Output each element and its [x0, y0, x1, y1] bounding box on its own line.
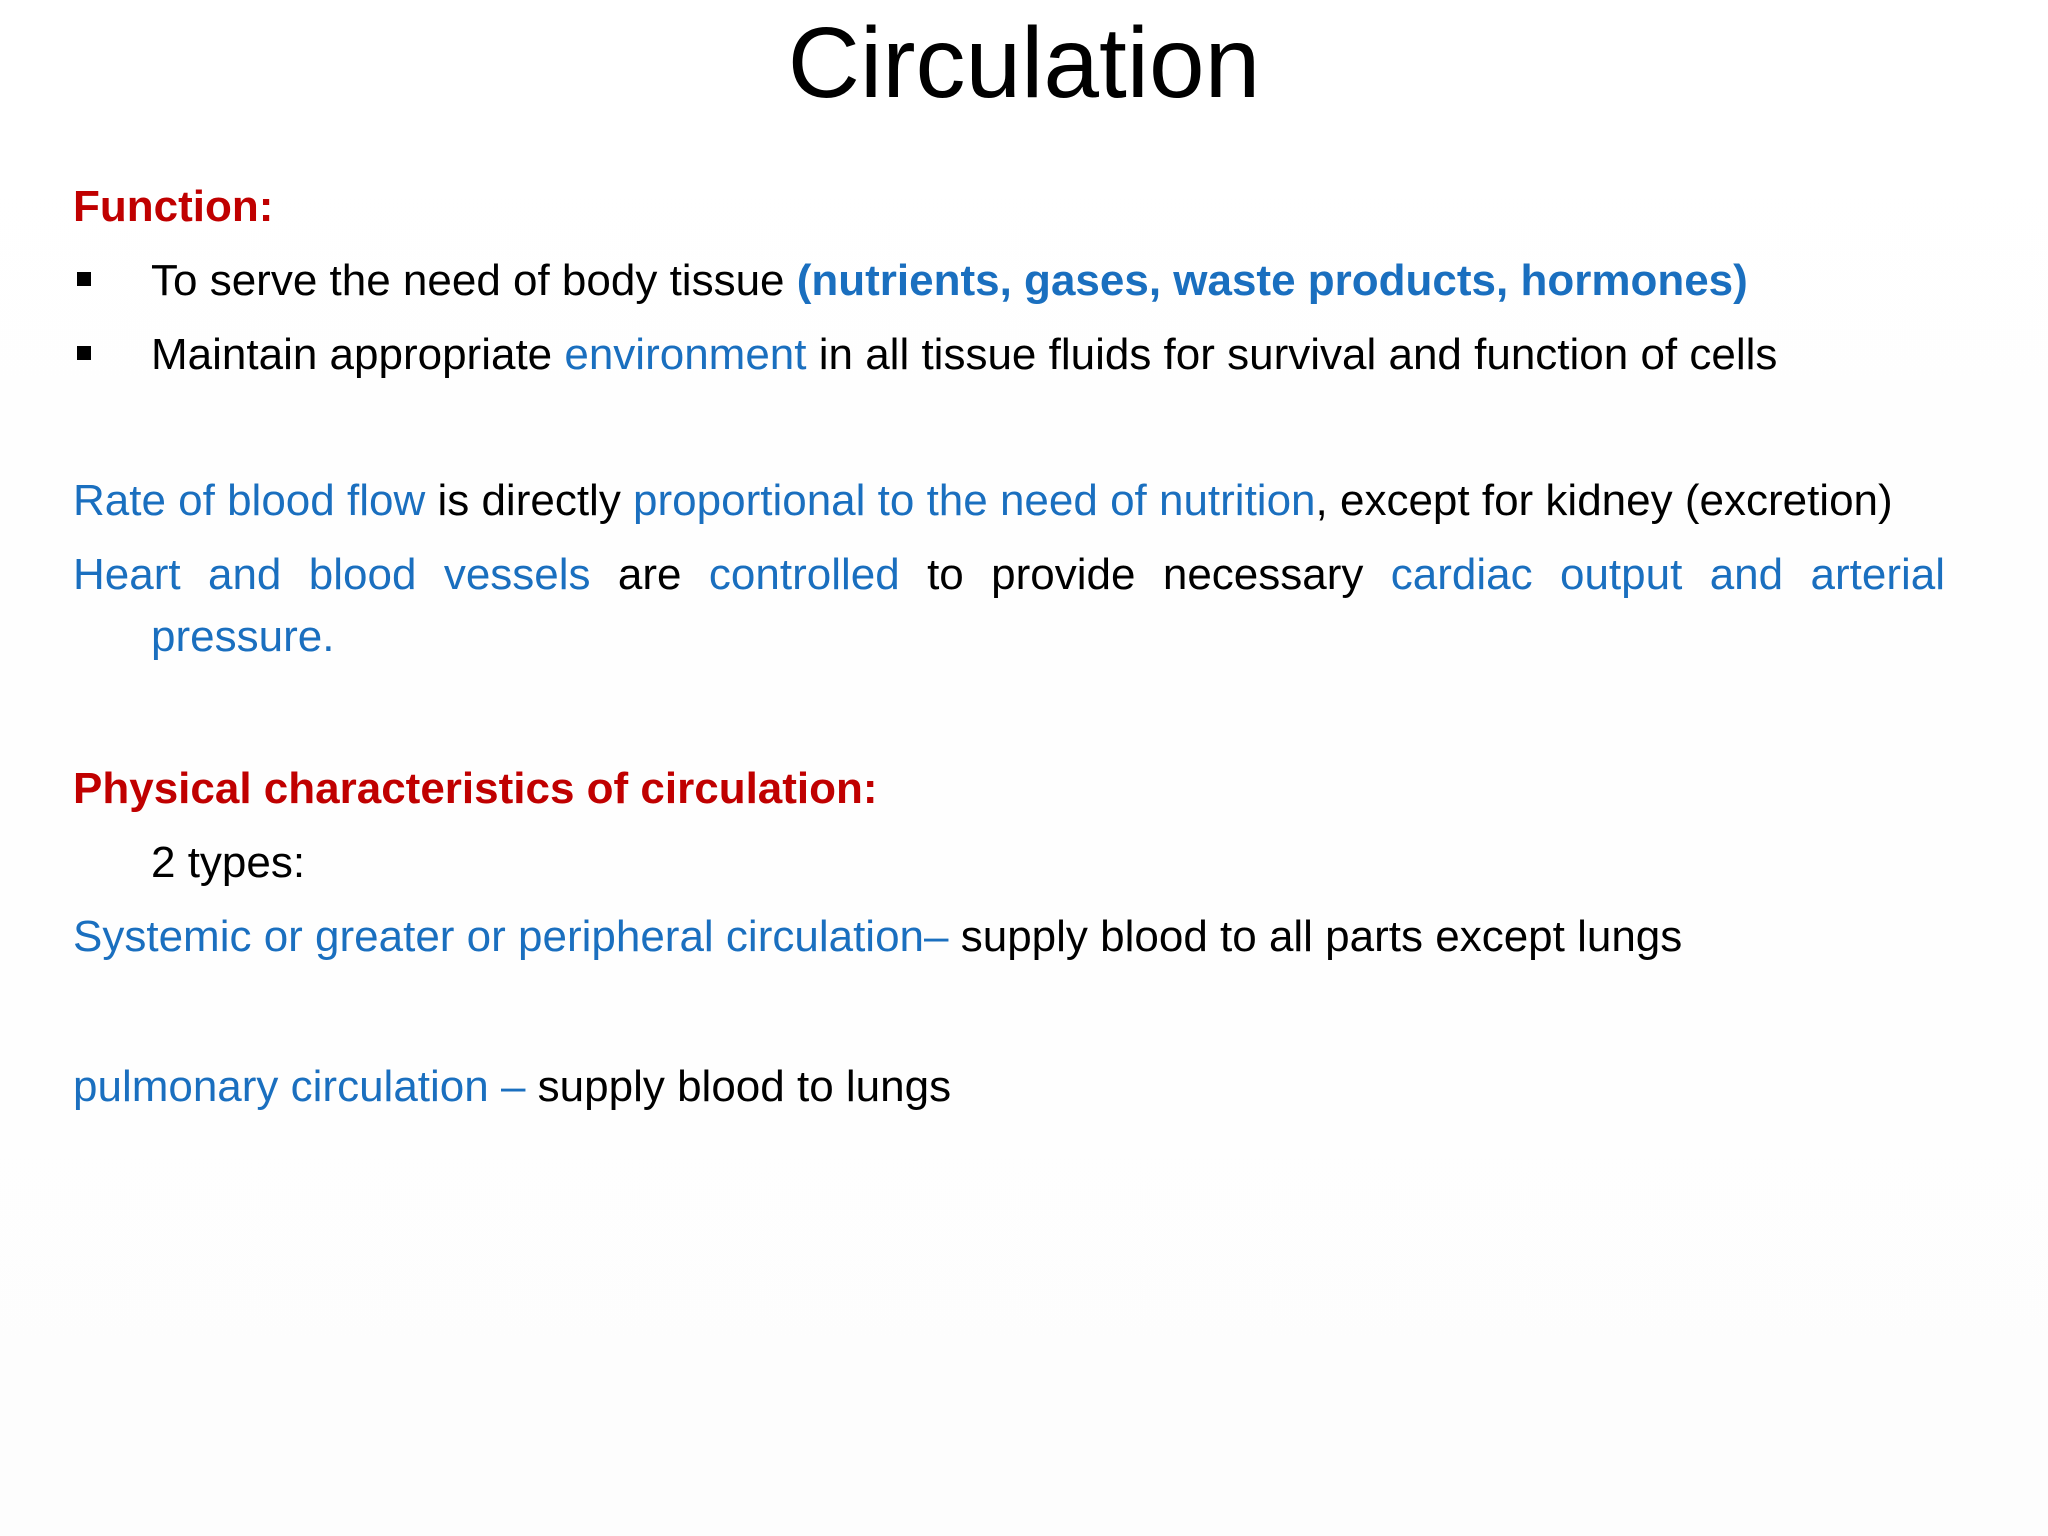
blood-flow-paragraph	[73, 470, 1945, 532]
highlight-text: proportional to the need of nutrition	[633, 476, 1316, 525]
heart-vessels-paragraph	[73, 544, 1945, 668]
slide-title: Circulation	[787, 7, 1261, 119]
slide-content	[73, 176, 1945, 1118]
types-label: 2 types:	[151, 838, 306, 887]
bullet-item-body-tissue	[73, 250, 1945, 312]
systemic-circulation-line	[73, 906, 1945, 968]
highlight-text: controlled	[708, 550, 900, 599]
circulation-name: Systemic or greater or peripheral circulation–	[73, 912, 949, 961]
circulation-description: supply blood to all parts except lungs	[948, 912, 1683, 961]
physical-characteristics-heading: Physical characteristics of circulation:	[73, 764, 878, 813]
circulation-description: supply blood to lungs	[525, 1062, 952, 1111]
bullet-highlight: (nutrients, gases, waste products, hormones)	[796, 256, 1748, 305]
highlight-text: Rate of blood flow	[73, 476, 426, 525]
bullet-item-environment	[73, 324, 1945, 386]
function-heading: Function:	[73, 182, 274, 231]
square-bullet-icon	[77, 346, 91, 360]
function-bullet-list	[73, 250, 1945, 386]
square-bullet-icon	[77, 272, 91, 286]
bullet-text: Maintain appropriate	[151, 330, 565, 379]
pulmonary-circulation-line	[73, 1056, 1945, 1118]
body-text: is directly	[425, 476, 634, 525]
highlight-text: cardiac output and arterial pressure.	[151, 550, 1945, 661]
body-text: to provide necessary	[899, 550, 1391, 599]
body-text: are	[590, 550, 709, 599]
bullet-highlight: environment	[564, 330, 807, 379]
bullet-text: To serve the need of body tissue	[151, 256, 797, 305]
highlight-text: Heart and blood vessels	[73, 550, 591, 599]
body-text: , except for kidney (excretion)	[1315, 476, 1893, 525]
circulation-name: pulmonary circulation –	[73, 1062, 526, 1111]
bullet-text: in all tissue fluids for survival and function of cells	[806, 330, 1778, 379]
